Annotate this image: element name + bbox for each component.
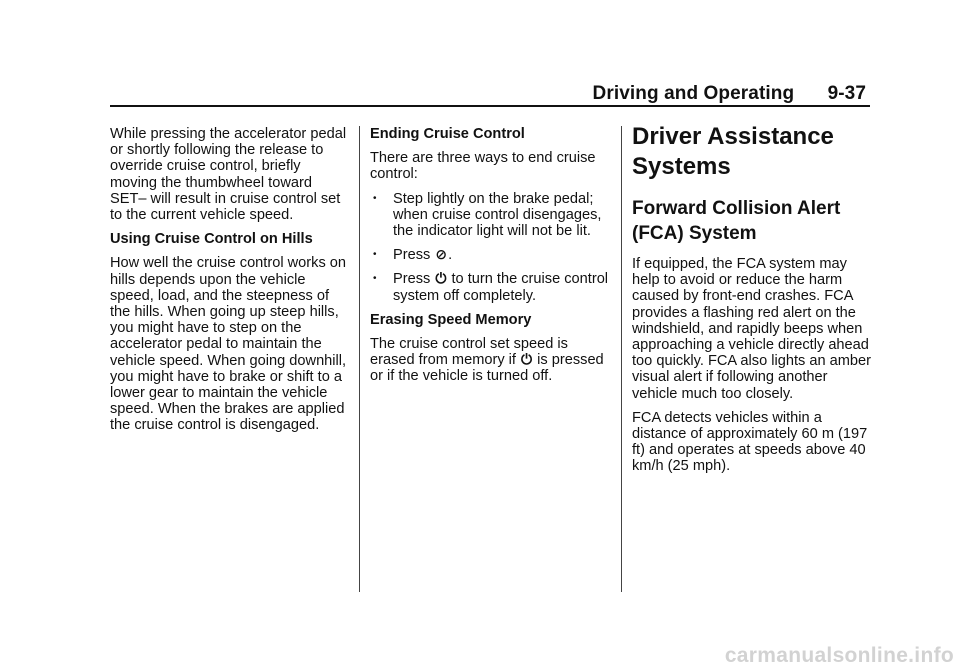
subheading-erasing: Erasing Speed Memory (370, 311, 532, 328)
cruise-cancel-icon: ⊘ (435, 247, 448, 264)
list-item-text: Press (393, 271, 435, 288)
column-middle (370, 126, 610, 393)
section-title: Driving and Operating (592, 83, 795, 104)
paragraph: While pressing the accelerator pedal or shortly following the release to override cruise control, briefly moving the thumbwheel toward SET– will result in cruise control set to the current vehicle speed. (110, 126, 347, 224)
bullet-icon: • (373, 273, 377, 285)
paragraph: How well the cruise control works on hills depends upon the vehicle speed, load, and the steepness of the hills. When going up steep hills, you might have to step on the accelerator pedal to maintain the vehicle speed. When going downhill, you might have to brake or shift to a lower gear to maintain the vehicle speed. When the brakes are applied the cruise control is disengaged. (110, 255, 347, 434)
column-divider (359, 126, 360, 592)
paragraph-text: is pressed or if the vehicle is turned off. (370, 352, 604, 385)
paragraph (370, 336, 610, 385)
list-item-text: . (448, 247, 453, 264)
subsection-heading: Forward Collision Alert (FCA) System (632, 198, 841, 244)
list-item-text: Press (393, 247, 435, 264)
page-number: 9-37 (827, 83, 866, 104)
section-heading: Driver Assistance Systems (632, 123, 834, 180)
column-left (110, 126, 350, 442)
watermark: carmanualsonline.info (724, 644, 954, 667)
page-header (593, 83, 866, 105)
paragraph: If equipped, the FCA system may help to avoid or reduce the harm caused by front-end crashes. FCA provides a flashing red alert on the windshield, and rapidly beeps when approaching a vehicle directly ahead too quickly. FCA also lights an amber visual alert if following another vehicle much too closely. (632, 256, 872, 402)
cruise-on-off-icon: ⏻ (521, 352, 533, 369)
subheading-ending: Ending Cruise Control (370, 126, 525, 142)
header-rule (110, 105, 870, 107)
column-divider (621, 126, 622, 592)
list-item (370, 271, 610, 303)
list-item-text: Step lightly on the brake pedal; when cruise control disengages, the indicator light will not be lit. (393, 190, 602, 240)
bullet-icon: • (373, 249, 377, 261)
cruise-on-off-icon: ⏻ (435, 271, 447, 288)
subheading-hills: Using Cruise Control on Hills (110, 231, 313, 248)
column-right (632, 123, 872, 483)
list-item (370, 191, 610, 240)
bullet-icon: • (373, 192, 377, 204)
list-item-text: to turn the cruise control system off completely. (393, 271, 609, 304)
paragraph-text: The cruise control set speed is erased from memory if (370, 336, 568, 369)
paragraph: FCA detects vehicles within a distance of approximately 60 m (197 ft) and operates at speeds above 40 km/h (25 mph). (632, 409, 868, 475)
paragraph: There are three ways to end cruise control: (370, 150, 596, 183)
list-item (370, 247, 610, 263)
